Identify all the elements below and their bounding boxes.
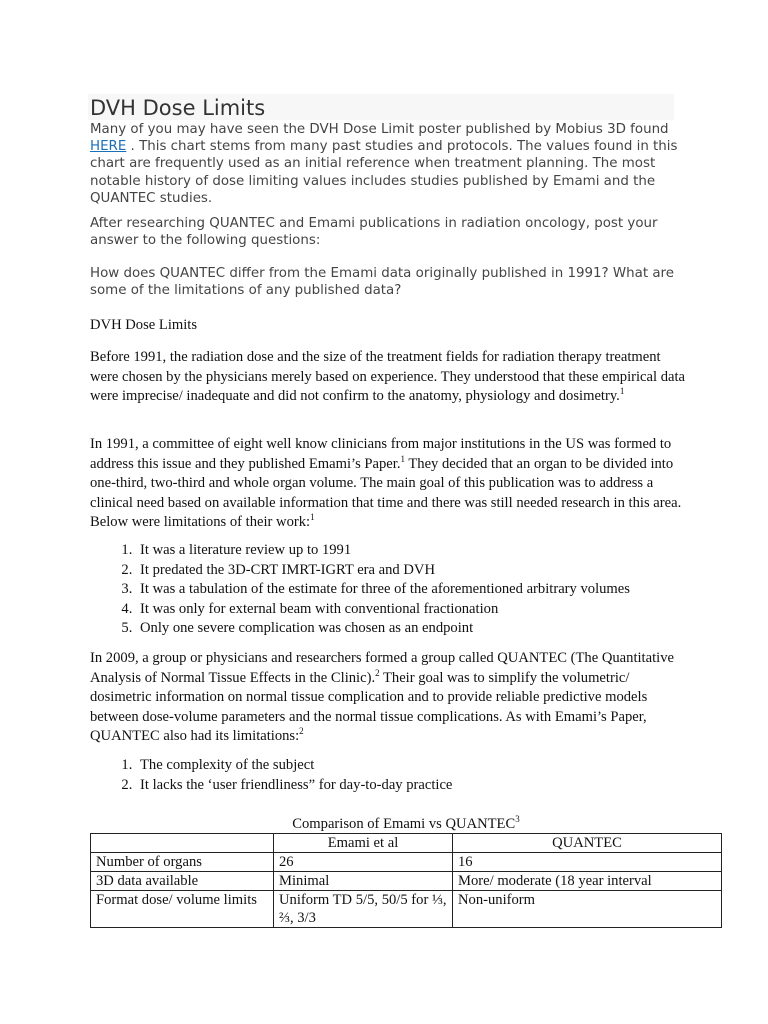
reference-marker: 2 xyxy=(375,667,380,678)
reference-marker: 1 xyxy=(400,453,405,464)
page-title: DVH Dose Limits xyxy=(90,96,266,120)
answer-paragraph-3-text-a: In 2009, a group or physicians and researchers formed a group called QUANTEC (The Quantitative Analysis of Normal Tissue Effects in the Clinic). xyxy=(90,650,674,686)
table-cell: 3D data available xyxy=(91,872,274,891)
answer-paragraph-2-text-a: In 1991, a committee of eight well know clinicians from major institutions in the US was formed to address this issue and they published Emami’s Paper. xyxy=(90,436,672,472)
table-row xyxy=(91,872,722,891)
table-cell: Non-uniform xyxy=(453,891,722,928)
table-cell: 26 xyxy=(274,853,453,872)
table-caption xyxy=(90,815,722,834)
answer-paragraph-2 xyxy=(90,435,690,533)
list-item: 4. It was only for external beam with conventional fractionation xyxy=(136,600,696,620)
reference-marker: 1 xyxy=(619,386,625,397)
here-link[interactable]: HERE xyxy=(90,139,127,155)
intro-text-before-link: Many of you may have seen the DVH Dose Limit poster published by Mobius 3D found xyxy=(90,122,669,137)
answer-paragraph-3 xyxy=(90,649,690,747)
answer-paragraph-1 xyxy=(90,348,690,407)
question-paragraph: How does QUANTEC differ from the Emami data originally published in 1991? What are some of the limitations of any published data? xyxy=(90,266,674,299)
answer-paragraph-1-text: Before 1991, the radiation dose and the size of the treatment fields for radiation therapy treatment were chosen by the physicians merely based on experience. They understood that these empirical data were imprecise/ inadequate and did not confirm to the anatomy, physiology and dosimetry. xyxy=(90,349,686,405)
answer-paragraph-2-text-b: They decided that an organ to be divided into one-third, two-third and whole organ volume. The main goal of this publication was to address a clinical need based on available information that time and there was still needed research in this area. Below were limitations of their work: xyxy=(90,455,682,531)
emami-limitations-list xyxy=(90,541,696,639)
list-item: 5. Only one severe complication was chosen as an endpoint xyxy=(136,619,696,639)
table-cell: Uniform TD 5/5, 50/5 for ⅓, ⅔, 3/3 xyxy=(274,891,453,928)
table-cell: Minimal xyxy=(274,872,453,891)
answer-paragraph-3-text-b: Their goal was to simplify the volumetric/ dosimetric information on normal tissue complication and to provide reliable predictive models between dose-volume parameters and the normal tissue complications. As with Emami’s Paper, QUANTEC also had its limitations: xyxy=(90,669,648,745)
table-header-row xyxy=(91,834,722,853)
list-item: 2. It lacks the ‘user friendliness” for day-to-day practice xyxy=(136,776,696,796)
list-item: 1. The complexity of the subject xyxy=(136,756,696,776)
table-header-cell: Emami et al xyxy=(274,834,453,853)
table-cell: Format dose/ volume limits xyxy=(91,891,274,928)
table-caption-text: Comparison of Emami vs QUANTEC xyxy=(292,816,516,832)
list-item: 1. It was a literature review up to 1991 xyxy=(136,541,696,561)
reference-marker: 3 xyxy=(515,814,520,825)
list-item: 3. It was a tabulation of the estimate for three of the aforementioned arbitrary volumes xyxy=(136,580,696,600)
answer-heading: DVH Dose Limits xyxy=(90,317,198,333)
quantec-limitations-list xyxy=(90,756,696,795)
comparison-table xyxy=(90,833,722,928)
table-header-cell: QUANTEC xyxy=(453,834,722,853)
table-row xyxy=(91,853,722,872)
list-item: 2. It predated the 3D-CRT IMRT-IGRT era and DVH xyxy=(136,561,696,581)
instruction-paragraph: After researching QUANTEC and Emami publications in radiation oncology, post your answer to the following questions: xyxy=(90,216,658,249)
table-cell: More/ moderate (18 year interval xyxy=(453,872,722,891)
table-cell: Number of organs xyxy=(91,853,274,872)
intro-text-after-link: . This chart stems from many past studies and protocols. The values found in this chart are frequently used as an initial reference when treatment planning. The most notable history of dose limiting values includes studies published by Emami and the QUANTEC studies. xyxy=(90,139,678,206)
intro-paragraph xyxy=(90,121,680,207)
reference-marker: 2 xyxy=(299,726,304,737)
reference-marker: 1 xyxy=(310,512,315,523)
table-cell: 16 xyxy=(453,853,722,872)
table-row xyxy=(91,891,722,928)
table-header-cell xyxy=(91,834,274,853)
